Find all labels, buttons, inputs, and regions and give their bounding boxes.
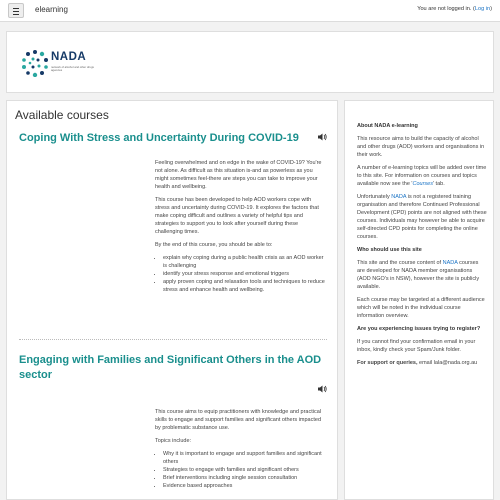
logo-dots-icon [21, 49, 49, 77]
about-sidebar [344, 100, 494, 500]
nada-link[interactable]: NADA [391, 194, 407, 200]
logo-subtitle: network of alcohol and other drugs agencies [51, 65, 94, 73]
sidebar-text: courses are developed for NADA member organisations (AOD NGO's in NSW), however the site is publicly available. [357, 260, 480, 290]
page-header [6, 31, 494, 93]
sidebar-paragraph: This resource aims to build the capacity of alcohol and other drugs (AOD) workers and organisations in their work. [357, 136, 485, 158]
login-info [417, 6, 492, 12]
course-paragraph: Topics include: [155, 438, 192, 444]
course-paragraph: This course has been developed to help AOD workers cope with stress and uncertainty during COVID-19. It explores the factors that make coping difficult and outlines a variety of helpful tips and strategies to support you to look after yourself during these challenging times. [155, 197, 319, 235]
course-title-link[interactable]: Engaging with Families and Significant Others in the AOD sector [19, 354, 322, 381]
menu-icon-line [13, 11, 19, 12]
list-item: • Evidence based approaches [163, 482, 327, 490]
course-paragraph: By the end of this course, you should be able to: [155, 242, 273, 248]
list-item: • explain why coping during a public health crisis as an AOD worker is challenging [163, 254, 327, 270]
login-suffix: ) [490, 6, 492, 12]
list-item: • Brief interventions including single session consultation [163, 474, 327, 482]
sidebar-paragraph [357, 164, 487, 188]
course-summary [155, 408, 327, 490]
list-item: • apply proven coping and relaxation tools and techniques to reduce stress and enhance health and wellbeing. [163, 278, 327, 294]
sidebar-heading: Are you experiencing issues trying to register? [357, 326, 481, 332]
sidebar-paragraph: If you cannot find your confirmation email in your inbox, kindly check your Spam/Junk folder. [357, 339, 476, 353]
sidebar-paragraph [357, 359, 487, 367]
nada-link[interactable]: NADA [442, 260, 458, 266]
hamburger-menu-button[interactable] [8, 3, 24, 18]
list-item: • Strategies to engage with families and significant others [163, 466, 327, 474]
menu-icon-line [13, 14, 19, 15]
available-courses-region [6, 100, 338, 500]
speaker-icon[interactable] [318, 133, 327, 141]
menu-icon-line [13, 8, 19, 9]
login-prefix: You are not logged in. ( [417, 6, 475, 12]
sidebar-heading: Who should use this site [357, 247, 422, 253]
sidebar-text: is not a registered training organisation and therefore Continued Professional Development (CPD) points are not aligned with these courses. Individuals may however be able to acquire self-directed CPD points for completing the online courses. [357, 194, 487, 240]
nada-logo[interactable] [21, 49, 101, 79]
course-divider [19, 339, 327, 340]
course-paragraph: This course aims to equip practitioners with knowledge and practical skills to engage and support families and significant others impacted by problematic substance use. [155, 409, 322, 431]
sidebar-text: Unfortunately [357, 194, 392, 200]
logo-title: NADA [51, 51, 87, 63]
page-title: Available courses [15, 108, 109, 122]
sidebar-heading: About NADA e-learning [357, 123, 418, 129]
sidebar-bold-text: For support or queries, [357, 360, 418, 366]
sidebar-text: ' tab. [432, 181, 445, 187]
courses-tab-link[interactable]: Courses [412, 181, 433, 187]
list-item: • Why it is important to engage and support families and significant others [163, 450, 327, 466]
outcomes-list [163, 254, 327, 294]
sidebar-text: This site and the course content of [357, 260, 443, 266]
sidebar-content [357, 122, 487, 372]
course-paragraph: Feeling overwhelmed and on edge in the wake of COVID-19? You're not alone. As difficult as this situation is-and as powerless as you might sometimes feel-there are steps you can take to improve your health and wellbeing. [155, 160, 322, 190]
course-summary [155, 159, 327, 294]
sidebar-paragraph [357, 259, 487, 291]
list-item: • identify your stress response and emotional triggers [163, 270, 327, 278]
sidebar-text: A number of e-learning topics will be added over time to this site. For information on courses and topics available now see the ' [357, 165, 487, 187]
sidebar-paragraph: Each course may be targeted at a different audience which will be noted in the individual course information overview. [357, 297, 485, 319]
top-navbar [0, 0, 500, 22]
topics-list [163, 450, 327, 490]
login-link[interactable]: Log in [474, 6, 491, 12]
speaker-icon[interactable] [318, 385, 327, 393]
sidebar-paragraph [357, 193, 487, 241]
support-email: email lala@nada.org.au [417, 360, 478, 366]
course-title-link[interactable]: Coping With Stress and Uncertainty During COVID-19 [19, 132, 299, 144]
site-name-link[interactable]: elearning [35, 5, 68, 14]
